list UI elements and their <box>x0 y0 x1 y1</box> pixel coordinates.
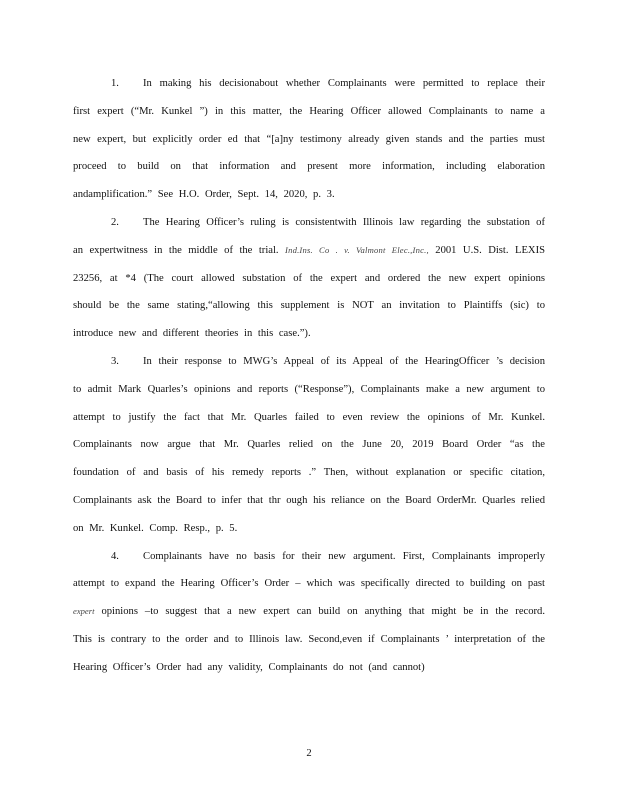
paragraph-text: In their response to MWG’s Appeal of its Appeal of the HearingOfficer ’s decision to admit Mark Quarles’s opinions and reports (“Response”), Complainants make a new argument to attempt to justify the fact that Mr. Quarles failed to even review the opinions of Mr. Kunkel. Complainants now argue that Mr. Quarles relied on the June 20, 2019 Board Order “as the foundation of and basis of his remedy reports .” Then, without explanation or specific citation, Complainants ask the Board to infer that thr ough his reliance on the Board OrderMr. Quarles relied on Mr. Kunkel. Comp. Resp., p. 5. <box>73 355 545 534</box>
paragraph-2 <box>73 209 545 348</box>
paragraph-number: 3. <box>111 355 119 367</box>
italic-word: expert <box>73 606 95 617</box>
paragraph-number: 2. <box>111 216 119 228</box>
page-number: 2 <box>306 748 312 759</box>
paragraph-text: The Hearing Officer’s ruling is consistentwith Illinois law regarding the substation of an expertwitness in the middle of the trial. <box>73 216 545 256</box>
paragraph-text: 2001 U.S. Dist. LEXIS 23256, at *4 (The court allowed substation of the expert and ordered the new expert opinions should be the same stating,“allowing this supplement is NOT an invitation to Plaintiffs (sic) to introduce new and different theories in this case.”). <box>73 244 545 340</box>
case-citation: Ind.Ins. Co . v. Valmont Elec.,Inc., <box>285 244 429 255</box>
paragraph-4 <box>73 543 545 682</box>
paragraph-number: 4. <box>111 550 119 562</box>
paragraph-3 <box>73 348 545 543</box>
paragraph-text: In making his decisionabout whether Complainants were permitted to replace their first expert (“Mr. Kunkel ”) in this matter, the Hearing Officer allowed Complainants to name a new expert, but explicitly order ed that “[a]ny testimony already given stands and the parties must proceed to build on that information and present more information, including elaboration andamplification.” See H.O. Order, Sept. 14, 2020, p. 3. <box>73 78 545 201</box>
document-body <box>73 70 545 682</box>
paragraph-text: opinions –to suggest that a new expert can build on anything that might be in the record. This is contrary to the order and to Illinois law. Second,even if Complainants ’ interpretation of the Hearing Officer’s Order had any validity, Complainants do not (and cannot) <box>73 606 545 673</box>
paragraph-number: 1. <box>111 78 119 89</box>
paragraph-text: Complainants have no basis for their new argument. First, Complainants improperly attempt to expand the Hearing Officer’s Order – which was specifically directed to building on past <box>73 550 545 590</box>
paragraph-1 <box>73 70 545 209</box>
